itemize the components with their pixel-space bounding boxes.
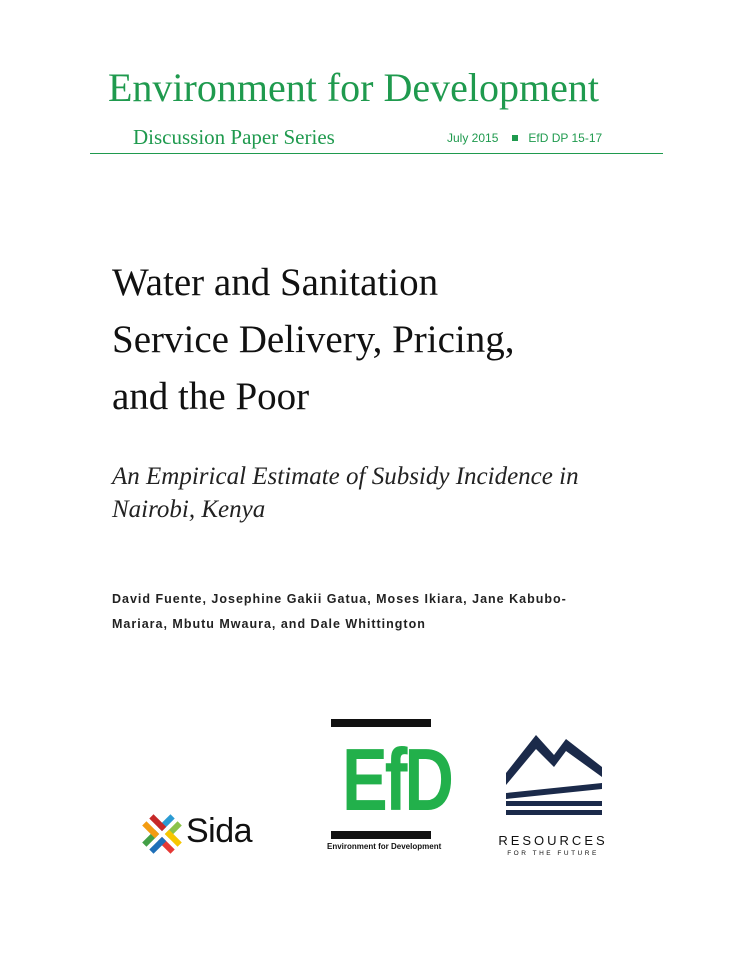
subtitle-line: An Empirical Estimate of Subsidy Incidence in bbox=[112, 463, 579, 490]
subtitle-line: Nairobi, Kenya bbox=[112, 496, 266, 523]
paper-id: EfD DP 15-17 bbox=[528, 131, 603, 145]
efd-bottom-bar bbox=[331, 831, 431, 839]
series-meta bbox=[447, 131, 602, 145]
rff-tagline: FOR THE FUTURE bbox=[507, 850, 599, 857]
efd-top-bar bbox=[331, 719, 431, 727]
paper-date: July 2015 bbox=[447, 131, 499, 145]
paper-title bbox=[112, 254, 672, 425]
efd-caption: Environment for Development bbox=[327, 842, 442, 851]
square-bullet-icon bbox=[512, 135, 518, 141]
series-name: Discussion Paper Series bbox=[133, 125, 335, 149]
title-line: Service Delivery, Pricing, bbox=[112, 318, 515, 361]
sida-wordmark: Sida bbox=[186, 812, 253, 850]
efd-mark: EfD bbox=[342, 730, 451, 829]
series-row bbox=[133, 125, 633, 151]
efd-logo bbox=[327, 719, 451, 859]
sida-pinwheel-icon bbox=[140, 812, 184, 856]
author-list bbox=[112, 587, 672, 637]
header-rule bbox=[90, 153, 663, 154]
author-line: Mariara, Mbutu Mwaura, and Dale Whittington bbox=[112, 617, 426, 631]
rff-wordmark: RESOURCES bbox=[498, 833, 608, 848]
rff-mountain-icon bbox=[506, 729, 602, 817]
title-line: Water and Sanitation bbox=[112, 261, 439, 304]
author-line: David Fuente, Josephine Gakii Gatua, Moses Ikiara, Jane Kabubo- bbox=[112, 592, 567, 606]
masthead-title: Environment for Development bbox=[108, 65, 599, 110]
paper-subtitle bbox=[112, 460, 672, 526]
sida-logo bbox=[140, 812, 280, 856]
rff-logo bbox=[490, 729, 620, 865]
title-line: and the Poor bbox=[112, 375, 310, 418]
